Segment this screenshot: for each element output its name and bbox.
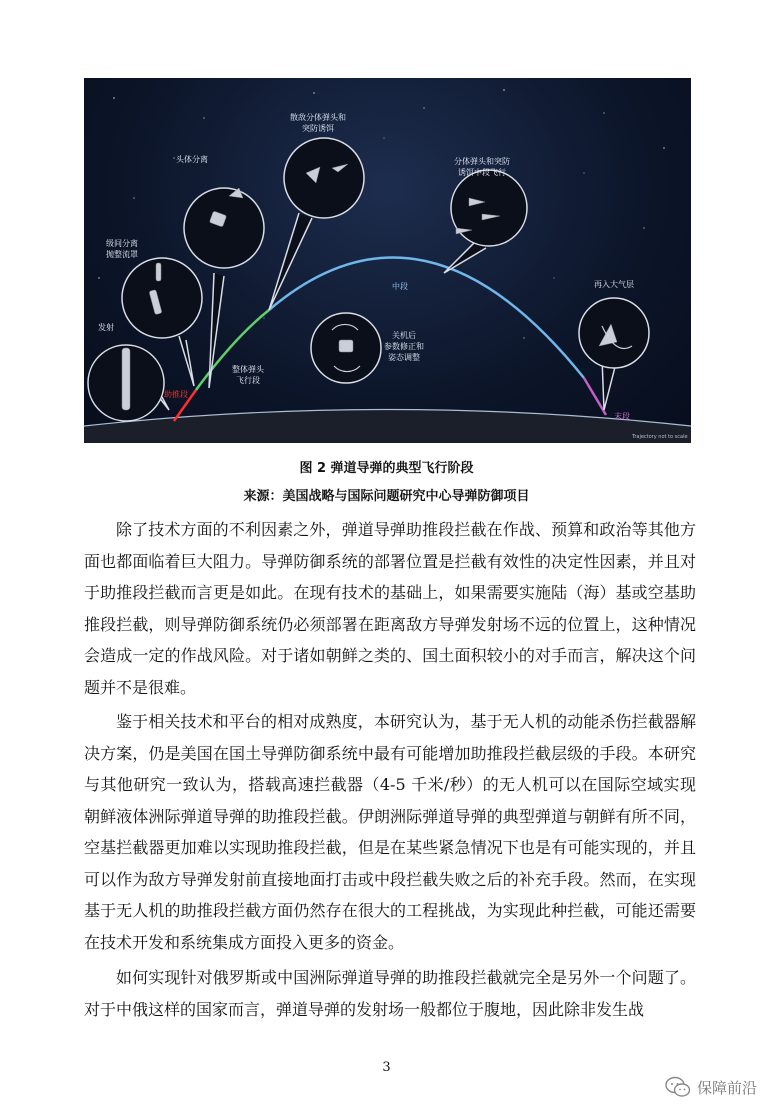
label-launch: 发射 — [98, 323, 114, 332]
wechat-icon — [665, 1076, 691, 1098]
label-reentry: 再入大气层 — [594, 280, 634, 289]
callouts — [88, 138, 649, 421]
label-mirv-midcourse: 分体弹头和突防 诱饵中段飞行 — [454, 157, 510, 177]
paragraph-2: 鉴于相关技术和平台的相对成熟度，本研究认为，基于无人机的动能杀伤拦截器解决方案，仍是美国在国土导弹防御系统中最有可能增加助推段拦截层级的手段。本研究与其他研究一致认为，搭载高速拦截器（4-5 千米/秒）的无人机可以在国际空域实现朝鲜液体洲际弹道导弹的助推段拦截。伊朗洲际弹道导弹的典型弹道与朝鲜有所不同，空基拦截器更加难以实现助推段拦截，但是在某些紧急情况下也是有可能实现的，并且可以作为敌方导弹发射前直接地面打击或中段拦截失败之后的补充手段。然而，在实现基于无人机的助推段拦截方面仍然存在很大的工程挑战，为实现此种拦截，可能还需要在技术开发和系统集成方面投入更多的资金。 — [84, 712, 696, 952]
label-post-boost: 整体弹头 飞行段 — [232, 365, 264, 385]
missile-icon — [122, 348, 130, 410]
paragraph-1: 除了技术方面的不利因素之外，弹道导弹助推段拦截在作战、预算和政治等其他方面也都面临着巨大阻力。导弹防御系统的部署位置是拦截有效性的决定性因素，并且对于助推段拦截而言更是如此。在现有技术的基础上，如果需要实施陆（海）基或空基助推段拦截，则导弹防御系统仍必须部署在距离敌方导弹发射场不远的位置上，这种情况会造成一定的作战风险。对于诸如朝鲜之类的、国土面积较小的对手而言，解决这个问题并不是很难。 — [84, 520, 696, 697]
trajectory-figure — [84, 78, 691, 443]
label-head-separation: 头体分离 — [176, 155, 208, 164]
paragraph-3: 如何实现针对俄罗斯或中国洲际弹道导弹的助推段拦截就完全是另外一个问题了。对于中俄这样的国家而言，弹道导弹的发射场一般都位于腹地，因此除非发生战 — [84, 968, 696, 1019]
watermark — [665, 1076, 757, 1098]
page-number: 3 — [382, 1060, 391, 1075]
label-scale-note: Trajectory not to scale — [632, 434, 688, 440]
label-midcourse: 中段 — [392, 282, 408, 291]
label-boost-phase: 助推段 — [164, 390, 188, 399]
figure-caption: 图 2 弹道导弹的典型飞行阶段 — [299, 461, 474, 476]
label-stage-separation: 级间分离 抛整流罩 — [106, 239, 138, 259]
earth-surface — [84, 410, 691, 444]
label-mirv-decoy: 散敌分体弹头和 突防诱饵 — [290, 113, 346, 133]
watermark-text: 保障前沿 — [696, 1078, 757, 1097]
figure-source: 来源：美国战略与国际问题研究中心导弹防御项目 — [243, 489, 530, 504]
label-terminal: 末段 — [614, 412, 630, 421]
label-burnout: 关机后 参数修正和 姿态调整 — [384, 331, 424, 362]
